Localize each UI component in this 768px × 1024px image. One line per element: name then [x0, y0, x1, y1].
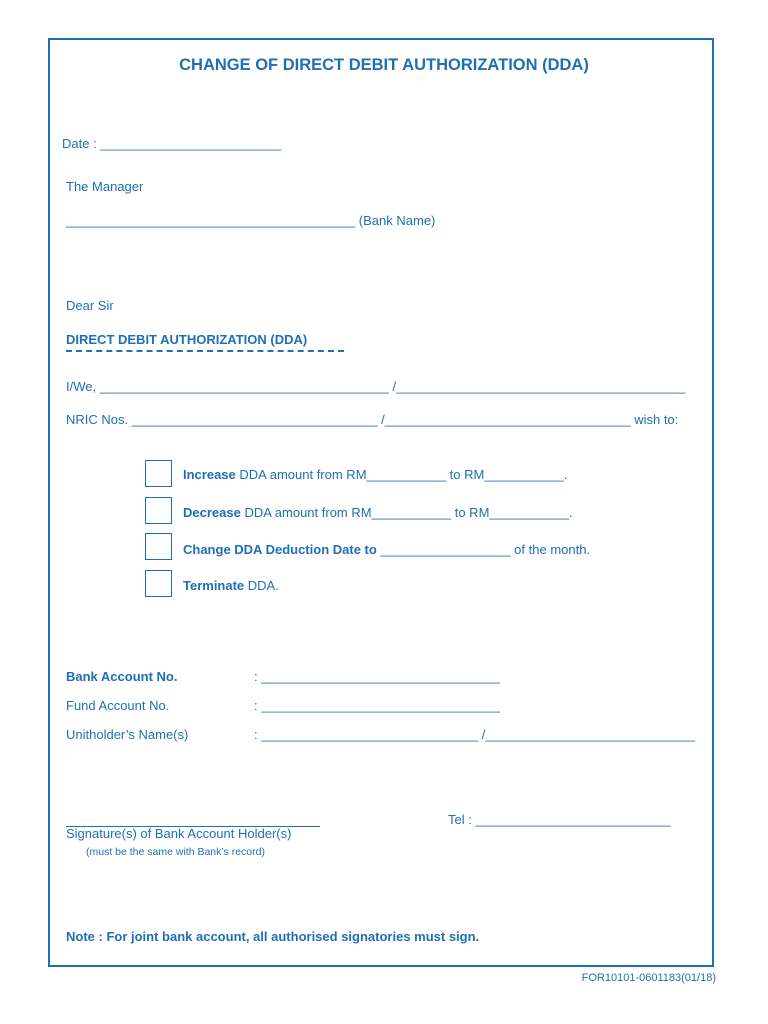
fund-account-label: Fund Account No. [66, 698, 170, 713]
heading-underline [66, 350, 344, 352]
iwe-field[interactable]: I/We, ________________________________________ /________________________________________ [66, 379, 686, 394]
change-date-checkbox[interactable] [145, 533, 172, 560]
date-field[interactable]: Date : _________________________ [62, 136, 282, 151]
option-increase-rest: DDA amount from RM___________ to RM___________. [235, 467, 568, 482]
terminate-checkbox[interactable] [145, 570, 172, 597]
signature-label: Signature(s) of Bank Account Holder(s) [66, 826, 292, 841]
note-text: Note : For joint bank account, all authorised signatories must sign. [66, 929, 480, 944]
increase-checkbox[interactable] [145, 460, 172, 487]
salutation: Dear Sir [66, 298, 114, 313]
manager-text: The Manager [66, 179, 144, 194]
option-decrease-rest: DDA amount from RM___________ to RM___________. [240, 505, 573, 520]
option-change-date-bold: Change DDA Deduction Date to [183, 542, 377, 557]
form-title: CHANGE OF DIRECT DEBIT AUTHORIZATION (DDA) [179, 56, 589, 74]
bank-account-field[interactable]: : _________________________________ [254, 669, 500, 684]
form-code: FOR10101-0601183(01/18) [581, 972, 716, 984]
section-heading: DIRECT DEBIT AUTHORIZATION (DDA) [66, 332, 308, 347]
option-increase-bold: Increase [183, 467, 236, 482]
bank-name-field[interactable]: ________________________________________ (Bank Name) [66, 213, 436, 228]
option-terminate-rest: DDA. [244, 578, 279, 593]
option-terminate-bold: Terminate [183, 578, 245, 593]
option-decrease-bold: Decrease [183, 505, 241, 520]
signature-note: (must be the same with Bank’s record) [86, 846, 265, 858]
unitholder-field[interactable]: : ______________________________ /_____________________________ [254, 727, 696, 742]
option-increase [183, 467, 567, 482]
decrease-checkbox[interactable] [145, 497, 172, 524]
option-change-date-rest: __________________ of the month. [376, 542, 591, 557]
unitholder-label: Unitholder’s Name(s) [66, 727, 189, 742]
option-terminate [183, 578, 279, 593]
option-change-date [183, 542, 590, 557]
nric-field[interactable]: NRIC Nos. __________________________________ /__________________________________ wish to: [66, 412, 679, 427]
option-decrease [183, 505, 573, 520]
fund-account-field[interactable]: : _________________________________ [254, 698, 500, 713]
tel-field[interactable]: Tel : ___________________________ [448, 812, 671, 827]
bank-account-label: Bank Account No. [66, 669, 178, 684]
